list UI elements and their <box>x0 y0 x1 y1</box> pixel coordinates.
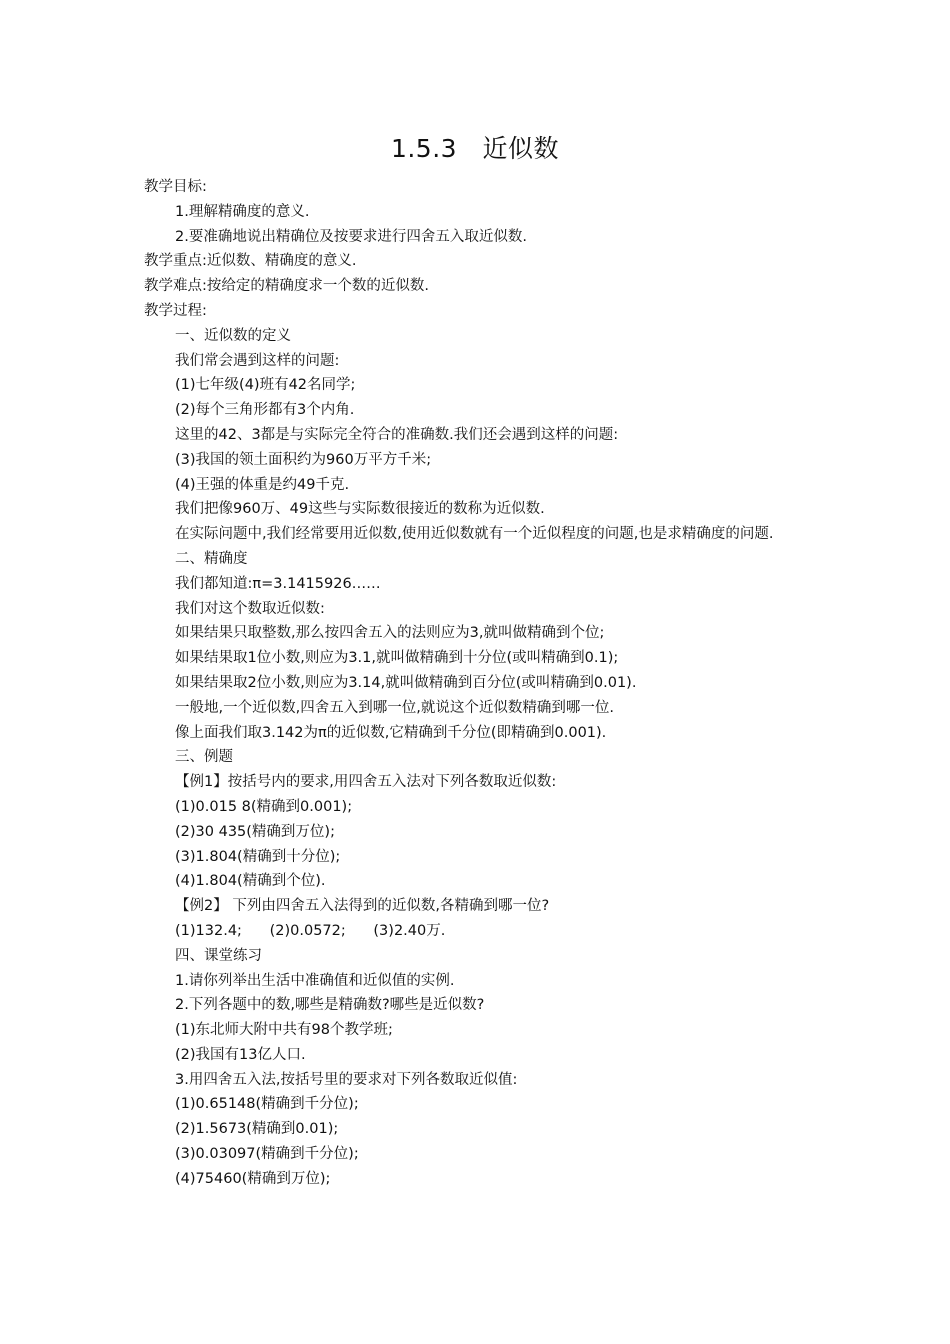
example-title: 【例1】按括号内的要求,用四舍五入法对下列各数取近似数: <box>175 774 557 791</box>
paragraph: 我们都知道:π=3.1415926…… <box>175 575 381 592</box>
document-title: 1.5.3 近似数 <box>390 134 560 163</box>
paragraph: 如果结果取2位小数,则应为3.14,就叫做精确到百分位(或叫精确到0.01). <box>175 674 637 691</box>
section-heading: 二、精确度 <box>175 550 248 567</box>
paragraph: 在实际问题中,我们经常要用近似数,使用近似数就有一个近似程度的问题,也是求精确度的问题. <box>175 526 774 543</box>
paragraph: 如果结果只取整数,那么按四舍五入的法则应为3,就叫做精确到个位; <box>175 625 605 642</box>
section-heading: 一、近似数的定义 <box>175 327 291 344</box>
example-title: 【例2】 下列由四舍五入法得到的近似数,各精确到哪一位? <box>175 898 550 915</box>
paragraph: 我们对这个数取近似数: <box>175 600 325 617</box>
section-label-process: 教学过程: <box>144 302 207 319</box>
list-item: (4)75460(精确到万位); <box>175 1170 331 1187</box>
list-item: (1)七年级(4)班有42名同学; <box>175 377 356 394</box>
paragraph: 我们把像960万、49这些与实际数很接近的数称为近似数. <box>175 501 545 518</box>
list-item: (1)132.4; (2)0.0572; (3)2.40万. <box>175 922 446 939</box>
list-item: (2)30 435(精确到万位); <box>175 823 335 840</box>
section-label-difficulties: 教学难点:按给定的精确度求一个数的近似数. <box>144 278 429 295</box>
exercise-item: 2.下列各题中的数,哪些是精确数?哪些是近似数? <box>175 997 485 1014</box>
section-label-key-points: 教学重点:近似数、精确度的意义. <box>144 253 357 270</box>
section-label-objectives: 教学目标: <box>144 179 207 195</box>
list-item: (4)王强的体重是约49千克. <box>175 476 350 493</box>
exercise-item: 1.请你列举出生活中准确值和近似值的实例. <box>175 972 455 989</box>
list-item: (4)1.804(精确到个位). <box>175 873 326 890</box>
paragraph: 这里的42、3都是与实际完全符合的准确数.我们还会遇到这样的问题: <box>175 426 619 443</box>
objective-item: 1.理解精确度的意义. <box>175 203 310 220</box>
exercise-item: 3.用四舍五入法,按括号里的要求对下列各数取近似值: <box>175 1071 518 1088</box>
section-heading: 三、例题 <box>175 749 233 766</box>
section-heading: 四、课堂练习 <box>175 947 262 964</box>
list-item: (1)0.65148(精确到千分位); <box>175 1096 359 1113</box>
paragraph: 如果结果取1位小数,则应为3.1,就叫做精确到十分位(或叫精确到0.1); <box>175 650 619 667</box>
list-item: (3)0.03097(精确到千分位); <box>175 1146 359 1163</box>
list-item: (3)我国的领土面积约为960万平方千米; <box>175 451 432 468</box>
list-item: (1)东北师大附中共有98个教学班; <box>175 1022 393 1039</box>
list-item: (1)0.015 8(精确到0.001); <box>175 798 353 815</box>
list-item: (2)1.5673(精确到0.01); <box>175 1121 339 1138</box>
paragraph: 一般地,一个近似数,四舍五入到哪一位,就说这个近似数精确到哪一位. <box>175 699 614 716</box>
list-item: (3)1.804(精确到十分位); <box>175 848 341 865</box>
document-body <box>144 175 804 1192</box>
objective-item: 2.要准确地说出精确位及按要求进行四舍五入取近似数. <box>175 228 527 245</box>
paragraph: 像上面我们取3.142为π的近似数,它精确到千分位(即精确到0.001). <box>175 724 607 741</box>
list-item: (2)我国有13亿人口. <box>175 1046 306 1063</box>
paragraph: 我们常会遇到这样的问题: <box>175 352 340 369</box>
list-item: (2)每个三角形都有3个内角. <box>175 402 355 419</box>
